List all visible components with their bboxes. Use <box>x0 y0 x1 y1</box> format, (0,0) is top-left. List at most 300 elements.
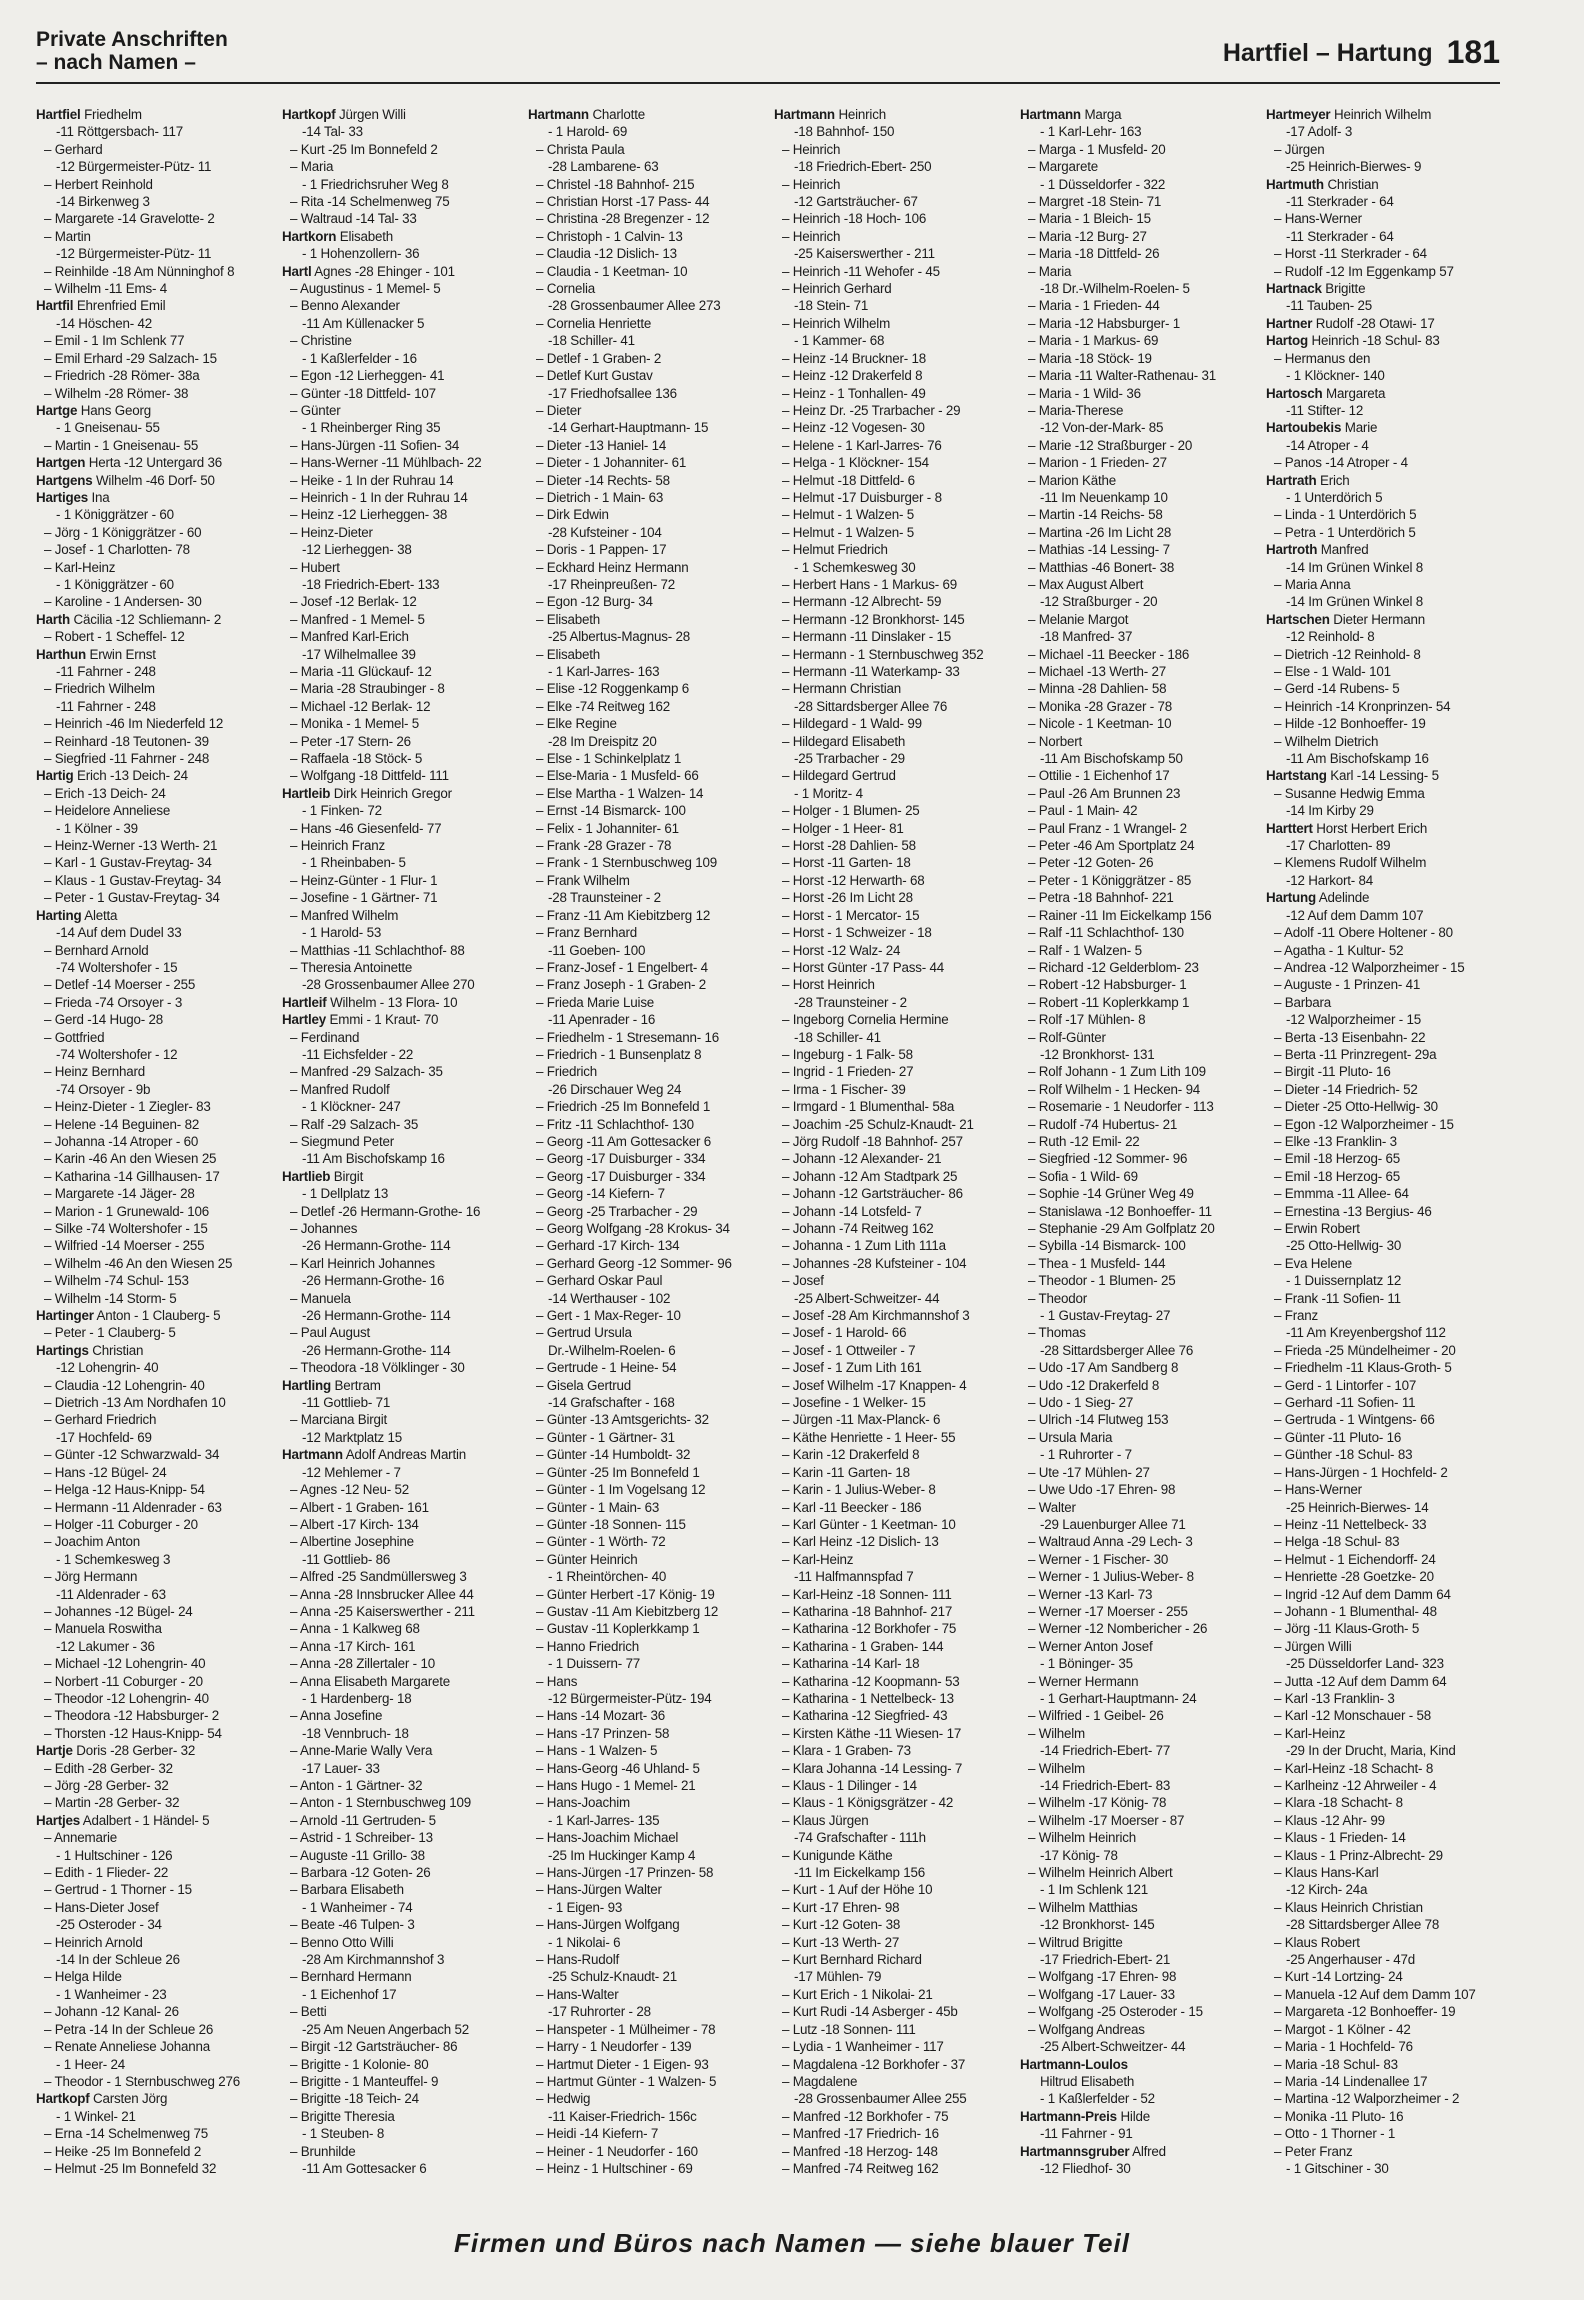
entry-text: – Linda - 1 Unterdörich 5 <box>1274 507 1417 523</box>
list-item <box>1266 454 1500 471</box>
address-line <box>282 576 516 593</box>
entry-text: Rudolf -28 Otawi- 17 <box>1315 315 1435 331</box>
entry-text: – Dietrich - 1 Main- 63 <box>536 489 664 505</box>
entry-text: – Johannes <box>290 1221 358 1236</box>
entry-text: – Elke Regine <box>536 716 617 732</box>
entry-text: – Gertruda - 1 Wintgens- 66 <box>1274 1412 1435 1428</box>
entry-text: Cäcilia -12 Schliemann- 2 <box>73 611 222 627</box>
list-item <box>528 245 762 262</box>
entry-text: – Auguste -11 Grillo- 38 <box>290 1847 425 1863</box>
entry-text: -11 Tauben- 25 <box>1286 298 1373 314</box>
entry-text: – Benno Otto Willi <box>290 1934 394 1950</box>
list-item <box>528 280 762 297</box>
address-line <box>1020 1446 1254 1463</box>
list-item <box>774 367 1008 384</box>
entry-text: - 1 Im Schlenk 121 <box>1040 1882 1149 1898</box>
list-item <box>282 680 516 697</box>
list-item <box>36 1098 270 1115</box>
list-item <box>282 1063 516 1080</box>
entry-text: – Mathias -14 Lessing- 7 <box>1028 542 1170 558</box>
list-item <box>282 385 516 402</box>
address-line <box>528 158 762 175</box>
entry-text: – Alfred -25 Sandmüllersweg 3 <box>290 1569 467 1585</box>
entry-text: – Heinz -12 Lierheggen- 38 <box>290 507 448 523</box>
list-item <box>36 228 270 245</box>
list-item <box>774 210 1008 227</box>
entry-text: – Marciana Birgit <box>290 1412 388 1428</box>
entry-text: -17 Wilhelmallee 39 <box>302 646 416 662</box>
entry-text: – Rainer -11 Im Eickelkamp 156 <box>1028 907 1212 923</box>
entry-text: – Manfred -18 Herzog- 148 <box>782 2143 938 2159</box>
list-item <box>1266 1986 1500 2003</box>
list-item <box>528 454 762 471</box>
entry-text: – Rosemarie - 1 Neudorfer - 113 <box>1028 1099 1214 1115</box>
list-item <box>1020 297 1254 314</box>
entry-text: Wilhelm -46 Dorf- 50 <box>95 472 215 488</box>
entry-text: – Maria -14 Lindenallee 17 <box>1274 2073 1428 2089</box>
entry-text: – Beate -46 Tulpen- 3 <box>290 1917 415 1933</box>
address-line <box>1020 1742 1254 1759</box>
address-line <box>528 889 762 906</box>
list-item <box>282 1133 516 1150</box>
list-item <box>1020 1377 1254 1394</box>
entry-text: – Werner Hermann <box>1028 1673 1139 1689</box>
entry-text: -17 Mühlen- 79 <box>794 1969 882 1985</box>
entry-text: – Wolfgang -25 Osteroder - 15 <box>1028 2004 1203 2020</box>
list-item <box>1020 837 1254 854</box>
entry-text: – Friedhelm -11 Klaus-Groth- 5 <box>1274 1360 1452 1376</box>
entry-text: – Helga -18 Schul- 83 <box>1274 1534 1400 1550</box>
entry-text: – Heinz Bernhard <box>44 1064 146 1080</box>
entry-text: – Georg -25 Trarbacher - 29 <box>536 1203 698 1219</box>
entry-text: – Udo -12 Drakerfeld 8 <box>1028 1377 1160 1393</box>
entry-text: – Susanne Hedwig Emma <box>1274 785 1425 801</box>
section-heading-line-2: – nach Namen – <box>36 51 196 74</box>
entry-text: – Frieda Marie Luise <box>536 994 655 1010</box>
entry-text: – Ingrid - 1 Frieden- 27 <box>782 1064 914 1080</box>
surname: Hartmann-Loulos <box>1020 2056 1128 2072</box>
entry-text: -74 Woltershofer - 15 <box>56 959 178 975</box>
entry-text: – Petra -18 Bahnhof- 221 <box>1028 890 1174 906</box>
list-item <box>282 1620 516 1637</box>
list-item <box>1266 1411 1500 1428</box>
listing-column-6 <box>1266 106 1500 2214</box>
entry-text: -28 Kufsteiner - 104 <box>548 524 662 540</box>
list-item <box>36 1237 270 1254</box>
surname-entry <box>1266 280 1500 297</box>
entry-text: Dieter Hermann <box>1333 611 1425 627</box>
entry-text: – Rolf Wilhelm - 1 Hecken- 94 <box>1028 1081 1201 1097</box>
entry-text: – Albert -17 Kirch- 134 <box>290 1516 419 1532</box>
address-line <box>282 1760 516 1777</box>
entry-text: -17 Ruhrorter - 28 <box>548 2004 651 2020</box>
list-item <box>1020 402 1254 419</box>
list-item <box>528 1046 762 1063</box>
entry-text: - 1 Kaßlerfelder - 16 <box>302 350 417 366</box>
list-item <box>1020 1481 1254 1498</box>
list-item <box>774 1237 1008 1254</box>
entry-text: – Günther -18 Schul- 83 <box>1274 1447 1413 1463</box>
list-item <box>1020 1533 1254 1550</box>
entry-text: - 1 Eigen- 93 <box>548 1899 623 1915</box>
entry-text: Hiltrud Elisabeth <box>1040 2073 1135 2089</box>
entry-text: – Max August Albert <box>1028 576 1144 592</box>
page-header <box>1223 34 1500 71</box>
list-item <box>282 1081 516 1098</box>
entry-text: – Anna -17 Kirch- 161 <box>290 1638 416 1654</box>
entry-text: – Wolfgang -17 Ehren- 98 <box>1028 1969 1177 1985</box>
entry-text: – Werner -13 Karl- 73 <box>1028 1586 1153 1602</box>
surname: Hartstang <box>1266 768 1327 784</box>
address-line <box>528 942 762 959</box>
entry-text: – Johannes -12 Bügel- 24 <box>44 1603 193 1619</box>
list-item <box>774 1638 1008 1655</box>
list-item <box>36 1760 270 1777</box>
list-item <box>282 1829 516 1846</box>
list-item <box>528 1516 762 1533</box>
entry-text: – Theodora -18 Völklinger - 30 <box>290 1360 465 1376</box>
entry-text: - 1 Steuben- 8 <box>302 2126 385 2142</box>
list-item <box>1266 1394 1500 1411</box>
entry-text: -12 Bronkhorst- 131 <box>1040 1046 1155 1062</box>
entry-text: – Maria - 1 Hochfeld- 76 <box>1274 2039 1413 2055</box>
entry-text: – Horst - 1 Mercator- 15 <box>782 907 920 923</box>
list-item <box>528 698 762 715</box>
list-item <box>528 1881 762 1898</box>
list-item <box>774 1916 1008 1933</box>
entry-text: – Josef - 1 Ottweiler - 7 <box>782 1342 916 1358</box>
entry-text: – Wolfgang Andreas <box>1028 2021 1145 2037</box>
list-item <box>1266 1220 1500 1237</box>
entry-text: – Maria-Therese <box>1028 402 1124 418</box>
entry-text: – Dieter - 1 Johanniter- 61 <box>536 455 687 471</box>
entry-text: – Josef -28 Am Kirchmannshof 3 <box>782 1308 970 1324</box>
list-item <box>1020 733 1254 750</box>
entry-text: – Marion - 1 Frieden- 27 <box>1028 455 1167 471</box>
entry-text: -28 Am Kirchmannshof 3 <box>302 1952 445 1968</box>
entry-text: -12 Bronkhorst- 145 <box>1040 1917 1155 1933</box>
list-item <box>528 1586 762 1603</box>
entry-text: – Heinrich Wilhelm <box>782 315 891 331</box>
list-item <box>36 1690 270 1707</box>
entry-text: Hilde <box>1120 2108 1150 2124</box>
entry-text: -18 Schiller- 41 <box>794 1029 881 1045</box>
list-item <box>774 1673 1008 1690</box>
entry-text: – Horst -11 Sterkrader - 64 <box>1274 246 1427 262</box>
entry-text: – Günter -18 Dittfeld- 107 <box>290 385 436 401</box>
address-line <box>282 350 516 367</box>
entry-text: – Manfred -74 Reitweg 162 <box>782 2160 939 2176</box>
entry-text: – Heinz - 1 Tonhallen- 49 <box>782 385 926 401</box>
section-heading <box>36 28 228 74</box>
surname-entry <box>36 1812 270 1829</box>
entry-text: -14 Friedrich-Ebert- 77 <box>1040 1743 1171 1759</box>
entry-text: – Kunigunde Käthe <box>782 1847 893 1863</box>
entry-text: – Heinz -12 Vogesen- 30 <box>782 420 925 436</box>
entry-text: – Wilhelm Heinrich <box>1028 1830 1137 1846</box>
entry-text: – Stephanie -29 Am Golfplatz 20 <box>1028 1221 1215 1236</box>
address-line <box>1266 2160 1500 2177</box>
entry-text: – Richard -12 Gelderblom- 23 <box>1028 959 1199 975</box>
entry-text: Emmi - 1 Kraut- 70 <box>329 1012 439 1028</box>
entry-text: -17 Friedhofsallee 136 <box>548 385 677 401</box>
list-item <box>36 1707 270 1724</box>
list-item <box>1266 976 1500 993</box>
entry-text: – Marie -12 Straßburger - 20 <box>1028 437 1193 453</box>
entry-text: Christian <box>1327 176 1379 192</box>
list-item <box>1266 1046 1500 1063</box>
address-line <box>1020 1516 1254 1533</box>
address-line <box>1020 489 1254 506</box>
entry-text: – Brigitte -18 Teich- 24 <box>290 2091 419 2107</box>
address-line <box>528 1342 762 1359</box>
list-item <box>282 1707 516 1724</box>
entry-text: – Karoline - 1 Andersen- 30 <box>44 594 202 610</box>
address-line <box>1020 1307 1254 1324</box>
list-item <box>774 1742 1008 1759</box>
entry-text: – Hans-Jürgen -17 Prinzen- 58 <box>536 1865 714 1881</box>
list-item <box>282 872 516 889</box>
list-item <box>528 228 762 245</box>
list-item <box>774 1446 1008 1463</box>
list-item <box>36 1411 270 1428</box>
list-item <box>282 280 516 297</box>
entry-text: – Josefine - 1 Gärtner- 71 <box>290 890 438 906</box>
list-item <box>774 402 1008 419</box>
list-item <box>774 1516 1008 1533</box>
entry-text: – Albert - 1 Graben- 161 <box>290 1499 429 1515</box>
surname: Hartley <box>282 1012 327 1028</box>
list-item <box>36 854 270 871</box>
entry-text: – Frieda -25 Mündelheimer - 20 <box>1274 1342 1456 1358</box>
list-item <box>282 663 516 680</box>
list-item <box>774 680 1008 697</box>
list-item <box>1266 524 1500 541</box>
list-item <box>1020 1150 1254 1167</box>
entry-text: – Ingrid -12 Auf dem Damm 64 <box>1274 1586 1451 1602</box>
list-item <box>1020 367 1254 384</box>
list-item <box>1266 924 1500 941</box>
list-item <box>36 385 270 402</box>
entry-text: -28 Im Dreispitz 20 <box>548 733 657 749</box>
list-item <box>1020 854 1254 871</box>
list-item <box>282 2056 516 2073</box>
entry-text: – Karl-Heinz <box>44 559 116 575</box>
list-item <box>36 559 270 576</box>
surname: Hartgens <box>36 472 93 488</box>
entry-text: - 1 Klöckner- 247 <box>302 1099 401 1115</box>
list-item <box>1020 1081 1254 1098</box>
entry-text: – Ralf -11 Schlachthof- 130 <box>1028 925 1184 941</box>
list-item <box>1020 1255 1254 1272</box>
surname: Hartinger <box>36 1308 94 1324</box>
entry-text: - 1 Unterdörich 5 <box>1286 489 1383 505</box>
entry-text: -11 Am Gottesacker 6 <box>302 2160 427 2176</box>
address-line <box>282 1272 516 1289</box>
entry-text: – Helmut - 1 Walzen- 5 <box>782 524 915 540</box>
list-item <box>1020 193 1254 210</box>
entry-text: – Petra -14 In der Schleue 26 <box>44 2021 214 2037</box>
address-line <box>1020 1777 1254 1794</box>
list-item <box>36 785 270 802</box>
entry-text: – Friedrich - 1 Bunsenplatz 8 <box>536 1046 702 1062</box>
entry-text: – Holger -11 Coburger - 20 <box>44 1516 198 1532</box>
listing-column-3 <box>528 106 762 2214</box>
surname: Hartmannsgruber <box>1020 2143 1130 2159</box>
entry-text: – Wiltrud Brigitte <box>1028 1934 1123 1950</box>
list-item <box>528 750 762 767</box>
list-item <box>528 854 762 871</box>
entry-text: – Katharina -12 Siegfried- 43 <box>782 1708 948 1724</box>
entry-text: -25 Trarbacher - 29 <box>794 751 905 767</box>
list-item <box>36 1499 270 1516</box>
surname: Hartroth <box>1266 542 1318 558</box>
address-line <box>774 245 1008 262</box>
list-item <box>774 976 1008 993</box>
surname: Hartmann <box>1020 107 1081 122</box>
surname-entry <box>36 472 270 489</box>
surname-entry <box>1020 2056 1254 2073</box>
list-item <box>774 176 1008 193</box>
entry-text: – Gerhard Georg -12 Sommer- 96 <box>536 1255 732 1271</box>
entry-text: – Jörg -11 Klaus-Groth- 5 <box>1274 1621 1420 1637</box>
list-item <box>528 1951 762 1968</box>
entry-text: – Hans-Jürgen -11 Sofien- 34 <box>290 437 460 453</box>
list-item <box>1020 1411 1254 1428</box>
list-item <box>1266 210 1500 227</box>
entry-text: -28 Sittardsberger Allee 76 <box>794 698 948 714</box>
entry-text: - 1 Wanheimer - 74 <box>302 1899 413 1915</box>
entry-text: Elisabeth <box>339 228 394 244</box>
entry-text: Adalbert - 1 Händel- 5 <box>82 1812 210 1828</box>
entry-text: – Heinz -14 Bruckner- 18 <box>782 350 927 366</box>
list-item <box>528 176 762 193</box>
address-line <box>1266 1655 1500 1672</box>
entry-text: -12 Marktplatz 15 <box>302 1429 403 1445</box>
address-line <box>282 1725 516 1742</box>
entry-text: – Erna -14 Schelmenweg 75 <box>44 2126 208 2142</box>
entry-text: – Bernhard Arnold <box>44 942 149 958</box>
list-item <box>528 1063 762 1080</box>
entry-text: – Gottfried <box>44 1029 105 1045</box>
entry-text: – Marion - 1 Grunewald- 106 <box>44 1203 210 1219</box>
surname-entry <box>36 106 270 123</box>
entry-text: – Hans -12 Bügel- 24 <box>44 1464 167 1480</box>
list-item <box>774 1620 1008 1637</box>
list-item <box>774 1220 1008 1237</box>
list-item <box>36 1324 270 1341</box>
list-item <box>36 1063 270 1080</box>
address-line <box>1020 628 1254 645</box>
entry-text: -29 In der Drucht, Maria, Kind <box>1286 1743 1456 1759</box>
entry-text: – Josefine - 1 Welker- 15 <box>782 1395 926 1411</box>
entry-text: – Dieter -25 Otto-Hellwig- 30 <box>1274 1099 1438 1115</box>
surname: Hartleib <box>282 785 331 801</box>
list-item <box>774 2125 1008 2142</box>
list-item <box>774 1046 1008 1063</box>
address-line <box>1020 750 1254 767</box>
entry-text: – Klaus Hans-Karl <box>1274 1865 1379 1881</box>
list-item <box>528 872 762 889</box>
entry-text: – Helmut -17 Duisburger - 8 <box>782 489 942 505</box>
list-item <box>774 942 1008 959</box>
entry-text: – Dieter -14 Friedrich- 52 <box>1274 1081 1418 1097</box>
list-item <box>282 1324 516 1341</box>
address-line <box>282 245 516 262</box>
entry-text: – Maria -12 Burg- 27 <box>1028 228 1147 244</box>
entry-text: – Franz Bernhard <box>536 925 638 941</box>
entry-text: - 1 Hultschiner - 126 <box>56 1847 173 1863</box>
surname-entry <box>36 454 270 471</box>
entry-text: Dirk Heinrich Gregor <box>333 785 452 801</box>
entry-text: – Anton - 1 Sternbuschweg 109 <box>290 1795 472 1811</box>
address-line <box>282 1464 516 1481</box>
entry-text: – Detlef -26 Hermann-Grothe- 16 <box>290 1203 481 1219</box>
entry-text: – Hans <box>536 1673 578 1689</box>
entry-text: – Melanie Margot <box>1028 611 1129 627</box>
entry-text: – Karl-Heinz <box>782 1551 854 1567</box>
entry-text: -11 Goeben- 100 <box>548 942 646 958</box>
entry-text: – Rolf -17 Mühlen- 8 <box>1028 1012 1146 1028</box>
list-item <box>36 541 270 558</box>
address-line <box>1266 802 1500 819</box>
address-line <box>1266 489 1500 506</box>
list-item <box>36 1290 270 1307</box>
list-item <box>1020 524 1254 541</box>
surname: Hartmann-Preis <box>1020 2108 1117 2124</box>
entry-text: – Peter - 1 Clauberg- 5 <box>44 1325 176 1341</box>
surname-entry <box>36 2090 270 2107</box>
entry-text: – Margarete -14 Jäger- 28 <box>44 1186 195 1202</box>
list-item <box>1266 715 1500 732</box>
surname: Hartfiel <box>36 107 81 122</box>
list-item <box>774 1603 1008 1620</box>
entry-text: -25 Düsseldorfer Land- 323 <box>1286 1656 1444 1672</box>
list-item <box>36 1968 270 1985</box>
list-item <box>774 1533 1008 1550</box>
entry-text: – Günter <box>290 402 341 418</box>
surname: Hartschen <box>1266 611 1330 627</box>
entry-text: – Frank -11 Sofien- 11 <box>1274 1290 1401 1306</box>
entry-text: - 1 Schemkesweg 30 <box>794 559 916 575</box>
entry-text: – Hans - 1 Walzen- 5 <box>536 1743 658 1759</box>
entry-text: – Peter - 1 Gustav-Freytag- 34 <box>44 890 220 906</box>
list-item <box>774 437 1008 454</box>
list-item <box>528 437 762 454</box>
entry-text: – Siegfried -11 Fahrner - 248 <box>44 751 210 767</box>
entry-text: -18 Stein- 71 <box>794 298 869 314</box>
list-item <box>1266 1690 1500 1707</box>
list-item <box>36 1655 270 1672</box>
list-item <box>1020 1237 1254 1254</box>
surname-entry <box>528 106 762 123</box>
entry-text: - 1 Wanheimer - 23 <box>56 1986 167 2002</box>
surname: Harthun <box>36 646 86 662</box>
list-item <box>1266 1429 1500 1446</box>
surname: Hartig <box>36 768 74 784</box>
entry-text: – Agatha - 1 Kultur- 52 <box>1274 942 1404 958</box>
list-item <box>774 1377 1008 1394</box>
entry-text: Birgit <box>333 1168 364 1184</box>
entry-text: – Annemarie <box>44 1830 117 1846</box>
list-item <box>528 680 762 697</box>
list-item <box>282 820 516 837</box>
entry-text: – Emil -18 Herzog- 65 <box>1274 1168 1401 1184</box>
entry-text: – Hans-Dieter Josef <box>44 1899 159 1915</box>
list-item <box>528 1777 762 1794</box>
list-item <box>282 1742 516 1759</box>
entry-text: – Norbert -11 Coburger - 20 <box>44 1673 203 1689</box>
